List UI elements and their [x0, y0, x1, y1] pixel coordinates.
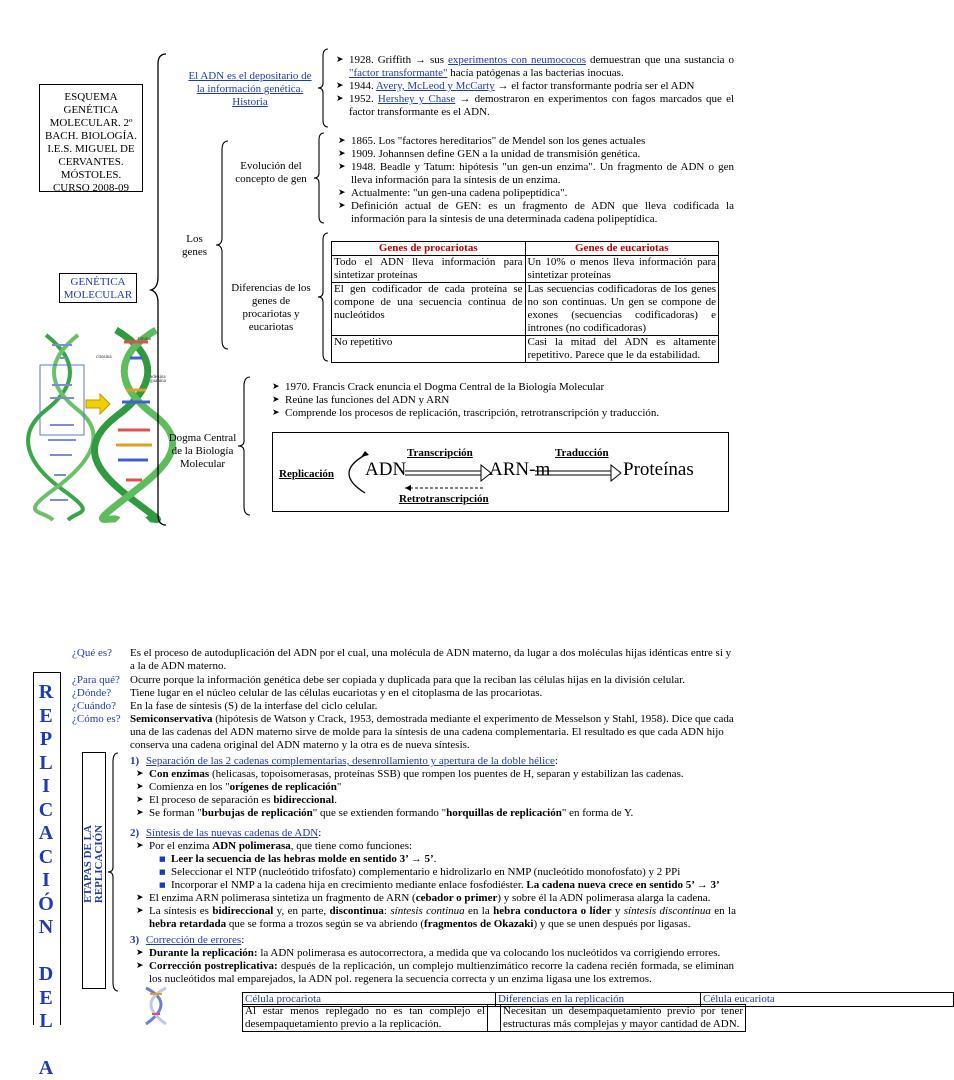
qa-question: ¿Para qué?	[72, 674, 120, 686]
stage-1	[130, 755, 734, 820]
stage-number: 3)	[130, 934, 140, 946]
arn-label: ARN-m	[489, 459, 551, 480]
qa-para-que	[72, 674, 734, 687]
evolution-brace	[312, 132, 326, 224]
table-header: Genes de procariotas	[332, 242, 526, 256]
avery-link[interactable]: Avery, McLeod y McCarty	[375, 80, 495, 92]
table-cell: Un 10% o menos lleva información para sintetizar proteínas	[525, 256, 719, 283]
list-item: ➤ El proceso de separación es bidireccional.	[136, 794, 734, 807]
branch-genes	[172, 233, 217, 259]
table-header: Célula eucariota	[701, 993, 954, 1007]
vertical-title-letter: E	[39, 986, 53, 1009]
dna-label-guanina: guanina	[150, 379, 166, 384]
table-row	[243, 1005, 746, 1032]
branch-diferencias	[226, 282, 316, 334]
dna-label-citosina: citosina	[96, 355, 112, 360]
list-item: ■ Leer la secuencia de las hebras molde en sentido 3’ → 5’.	[153, 853, 736, 866]
table-row	[332, 256, 719, 283]
retrotranscripcion-label: Retrotranscripción	[399, 493, 489, 505]
branch-adn-line[interactable]: Historia	[232, 96, 268, 108]
qa-answer: En la fase de síntesis (S) de la interfase del ciclo celular.	[130, 700, 378, 712]
list-item: ➤ Comienza en los "orígenes de replicación"	[136, 781, 734, 794]
adn-label: ADN	[365, 459, 407, 480]
history-text: hacía patógenas a las bacterias inocuas.	[447, 67, 624, 79]
list-item: ➤ Se forman "burbujas de replicación" que se extienden formando "horquillas de replicación" en forma de Y.	[136, 807, 734, 820]
history-item	[336, 93, 734, 119]
stage-2	[130, 827, 736, 931]
branch-genes-line: genes	[181, 246, 208, 258]
table-row	[332, 283, 719, 336]
stage-2-list	[136, 840, 736, 931]
table-cell: Casi la mitad del ADN es altamente repetitivo. Parece que le da estabilidad.	[525, 336, 719, 363]
stage-1-title-link[interactable]: Separación de las 2 cadenas complementarias, desenrollamiento y apertura de la doble hélice	[145, 755, 555, 767]
qa-answer: Ocurre porque la información genética debe ser copiada y duplicada para que la reciban las células hijas en la división celular.	[130, 674, 685, 686]
history-list	[336, 54, 734, 119]
genes-comparison-table	[331, 241, 719, 363]
qa-question: ¿Cuándo?	[72, 700, 116, 712]
proteinas-label: Proteínas	[623, 459, 694, 480]
stage-2-title-link[interactable]: Síntesis de las nuevas cadenas de ADN	[145, 827, 319, 839]
history-text: demuestran que una sustancia o	[586, 54, 734, 66]
header-line: ESQUEMA	[64, 91, 118, 103]
qa-cuando	[72, 700, 734, 713]
qa-como-es	[72, 713, 734, 752]
qa-section	[72, 647, 734, 752]
header-line: CERVANTES.	[58, 156, 124, 168]
branch-adn-history[interactable]	[185, 70, 315, 109]
branch-dogma-line: Molecular	[179, 458, 226, 470]
branch-genes-line: Los	[186, 233, 203, 245]
polimerasa-functions	[153, 853, 736, 892]
header-line: BACH. BIOLOGÍA.	[45, 130, 137, 142]
qa-answer: Tiene lugar en el núcleo celular de las células eucariotas y en el citoplasma de las procariotas.	[130, 687, 543, 699]
stage-3-title	[130, 934, 734, 947]
title-line: MOLECULAR	[63, 289, 133, 301]
differences-brace	[316, 232, 330, 362]
dogma-points	[272, 381, 722, 420]
vertical-title-letter: C	[38, 845, 54, 868]
header-line: I.E.S. MIGUEL DE	[47, 143, 135, 155]
table-row	[332, 336, 719, 363]
stage-3-list	[136, 947, 734, 986]
qa-answer-bold: Semiconservativa	[130, 713, 213, 725]
stage-number: 2)	[130, 827, 140, 839]
qa-question: ¿Dónde?	[72, 687, 112, 699]
list-item: ➤ Por el enzima ADN polimerasa, que tiene como funciones: ■ Leer la secuencia de las hebras molde en sentido 3’ → 5’. ■ Seleccionar el NTP (nucleótido trifosfato) complementario e hidrolizarlo en NMP (nucleótido monofosfato) y 2 PPi ■ Incorporar el NMP a la cadena hija en crecimiento mediante enlace fosfodiéster. La cadena nueva crece en sentido 5’ → 3’	[136, 840, 736, 892]
branch-dogma-line: Dogma Central	[168, 432, 237, 444]
branch-dif-line: eucariotas	[248, 321, 294, 333]
table-cell: Las secuencias codificadoras de los genes no son continuas. Un gen se compone de exones (secuencias codificadoras) e intrones (no codificadoras)	[525, 283, 719, 336]
table-header: Diferencias en la replicación	[496, 993, 701, 1007]
header-line: CURSO 2008-09	[52, 182, 130, 194]
dogma-item: ➤ Comprende los procesos de replicación, trascripción, retrotranscripción y traducción.	[272, 407, 722, 420]
qa-que-es	[72, 647, 734, 673]
dogma-diagram	[272, 432, 729, 512]
branch-adn-line[interactable]: la información genética.	[196, 83, 304, 95]
table-header: Genes de eucariotas	[525, 242, 719, 256]
stage-2-title	[130, 827, 736, 840]
evolution-item: ➤ 1948. Beadle y Tatum: hipótesis "un gen-un enzima". Un fragmento de ADN o gen lleva información para la síntesis de un enzima.	[338, 161, 734, 187]
vertical-title-letter: L	[39, 1010, 53, 1032]
evolution-item: ➤ 1865. Los "factores hereditarios" de Mendel son los genes actuales	[338, 135, 734, 148]
vertical-title-letter: A	[38, 1057, 54, 1079]
branch-evolucion	[230, 160, 312, 186]
stages-brace	[106, 752, 120, 992]
history-text: 1952.	[349, 93, 378, 105]
vertical-title-letter: N	[38, 916, 54, 938]
branch-dif-line: Diferencias de los	[231, 282, 311, 294]
qa-question: ¿Cómo es?	[72, 713, 121, 725]
history-text: 1928. Griffith → sus	[349, 54, 448, 66]
list-item: ■ Seleccionar el NTP (nucleótido trifosfato) complementario e hidrolizarlo en NMP (nucleótido monofosfato) y 2 PPi	[153, 866, 736, 879]
header-line: GENÉTICA	[63, 104, 119, 116]
etapas-label-line: REPLICACIÓN	[93, 824, 105, 904]
small-dna-icon	[140, 988, 172, 1024]
evolution-list	[338, 135, 734, 226]
history-text: 1944.	[349, 80, 376, 92]
branch-dif-line: genes de	[251, 295, 291, 307]
dna-label-adenina: adenina	[150, 375, 166, 380]
vertical-title-letter: C	[38, 798, 54, 821]
evolution-item: ➤ Actualmente: "un gen-una cadena polipeptídica".	[338, 187, 734, 200]
list-item: ➤ El enzima ARN polimerasa sintetiza un fragmento de ARN (cebador o primer) y sobre él la ADN polimerasa alarga la cadena.	[136, 892, 736, 905]
list-item: ■ Incorporar el NMP a la cadena hija en crecimiento mediante enlace fosfodiéster. La cadena nueva crece en sentido 5’ → 3’	[153, 879, 736, 892]
vertical-title-letter: Ó	[38, 892, 54, 915]
vertical-title-letter: L	[39, 751, 53, 774]
vertical-title-letter: A	[38, 822, 54, 844]
etapas-label-box	[82, 752, 106, 989]
vertical-title-letter: P	[39, 728, 53, 750]
branch-adn-line[interactable]: El ADN es el depositario de	[188, 70, 312, 82]
header-line: MOLECULAR. 2º	[49, 117, 133, 129]
traduccion-label: Traducción	[555, 447, 609, 459]
school-header-box	[39, 84, 143, 192]
table-cell: Necesitan un desempaquetamiento previo por tener estructuras más complejas y mayor cantidad de ADN.	[501, 1005, 746, 1032]
stage-title-colon: :	[554, 755, 558, 767]
stage-title-colon: :	[318, 827, 322, 839]
list-item: ➤ La síntesis es bidireccional y, en parte, discontinua: síntesis continua en la hebra conductora o líder y síntesis discontinua en la hebra retardada que se forma a trozos según se va abriendo (fragmentos de Okazaki) y que se unen después por ligasas.	[136, 905, 736, 931]
dogma-item: ➤ Reúne las funciones del ADN y ARN	[272, 394, 722, 407]
list-item: ➤ Durante la replicación: la ADN polimerasa es autocorrectora, a medida que va colocando los nucleótidos va corrigiendo errores.	[136, 947, 734, 960]
stage-3	[130, 934, 734, 986]
griffith-link[interactable]: experimentos con neumococos	[447, 54, 586, 66]
vertical-title-letter: I	[42, 869, 50, 891]
branch-evol-line: concepto de gen	[235, 173, 307, 185]
dna-label-timina: timina	[138, 337, 151, 342]
factor-transformante-link[interactable]: "factor transformante"	[349, 67, 448, 79]
dogma-item: ➤ 1970. Francis Crack enuncia el Dogma Central de la Biología Molecular	[272, 381, 722, 394]
table-cell: Al estar menos replegado no es tan complejo el desempaquetamiento previo a la replicación.	[243, 1005, 488, 1032]
table-cell: Todo el ADN lleva información para sintetizar proteínas	[332, 256, 526, 283]
qa-question: ¿Qué es?	[72, 647, 113, 659]
qa-answer: Es el proceso de autoduplicación del ADN por el cual, una molécula de ADN materno, da lugar a dos moléculas hijas idénticas entre si y a la de ADN materno.	[130, 647, 732, 672]
title-line: GENÉTICA	[70, 276, 126, 288]
qa-donde	[72, 687, 734, 700]
stage-1-list	[136, 768, 734, 820]
header-line: MÓSTOLES.	[60, 169, 122, 181]
branch-dogma-line: de la Biología	[171, 445, 234, 457]
history-text: → demostraron en experimentos con fagos marcados que el factor transformante es el ADN.	[349, 93, 735, 118]
evolution-item: ➤ Definición actual de GEN: es un fragmento de ADN que lleva codificada la información para la síntesis de una determinada cadena polipeptídica.	[338, 200, 734, 226]
branch-dif-line: procariotas y	[242, 308, 300, 320]
history-item	[336, 80, 734, 93]
transcripcion-label: Transcripción	[407, 447, 473, 459]
history-item	[336, 54, 734, 80]
replicacion-label: Replicación	[279, 468, 334, 480]
table-header: Célula procariota	[243, 993, 496, 1007]
vertical-title-letter: R	[38, 681, 54, 703]
stage-title-colon: :	[241, 934, 245, 946]
stage-3-title-link[interactable]: Corrección de errores	[145, 934, 242, 946]
stage-number: 1)	[130, 755, 140, 767]
branch-evol-line: Evolución del	[240, 160, 302, 172]
vertical-title-letter: E	[39, 704, 53, 727]
stage-1-title	[130, 755, 734, 768]
table-cell: No repetitivo	[332, 336, 526, 363]
vertical-title-letter: I	[42, 775, 50, 797]
history-text: → el factor transformante podría ser el ADN	[494, 80, 695, 92]
list-item: ➤ Con enzimas (helicasas, topoisomerasas, proteínas SSB) que rompen los puentes de H, separan y estabilizan las cadenas.	[136, 768, 734, 781]
replication-diff-table-body	[242, 1004, 743, 1030]
table-header-row	[332, 242, 719, 256]
replicacion-vertical-title	[33, 672, 61, 1079]
qa-answer: (hipótesis de Watson y Crack, 1953, demostrada mediante el experimento de Messelson y Stahl, 1958). Dice que cada una de las cadenas del ADN materno sirve de molde para la síntesis de una cadena complementaria. El resultado es que cada ADN hijo conserva una cadena original del ADN materno y la otra es de nueva síntesis.	[130, 713, 734, 751]
branch-dogma	[165, 432, 240, 471]
table-cell	[488, 1005, 501, 1032]
evolution-item: ➤ 1909. Johannsen define GEN a la unidad de transmisión genética.	[338, 148, 734, 161]
etapas-label-line: ETAPAS DE LA	[82, 825, 94, 903]
list-item: ➤ Corrección postreplicativa: después de la replicación, un complejo multienzimático recorre la cadena recién formada, se eliminan los nucleótidos mal emparejados, la ADN pol. regenera la secuencia correcta y un enzima ligasa une los extremos.	[136, 960, 734, 986]
history-brace	[316, 48, 330, 128]
hershey-chase-link[interactable]: Hershey y Chase	[377, 93, 456, 105]
table-cell: El gen codificador de cada proteína se compone de una secuencia continua de nucleótidos	[332, 283, 526, 336]
title-box	[59, 273, 137, 303]
vertical-title-letter: D	[38, 963, 54, 985]
